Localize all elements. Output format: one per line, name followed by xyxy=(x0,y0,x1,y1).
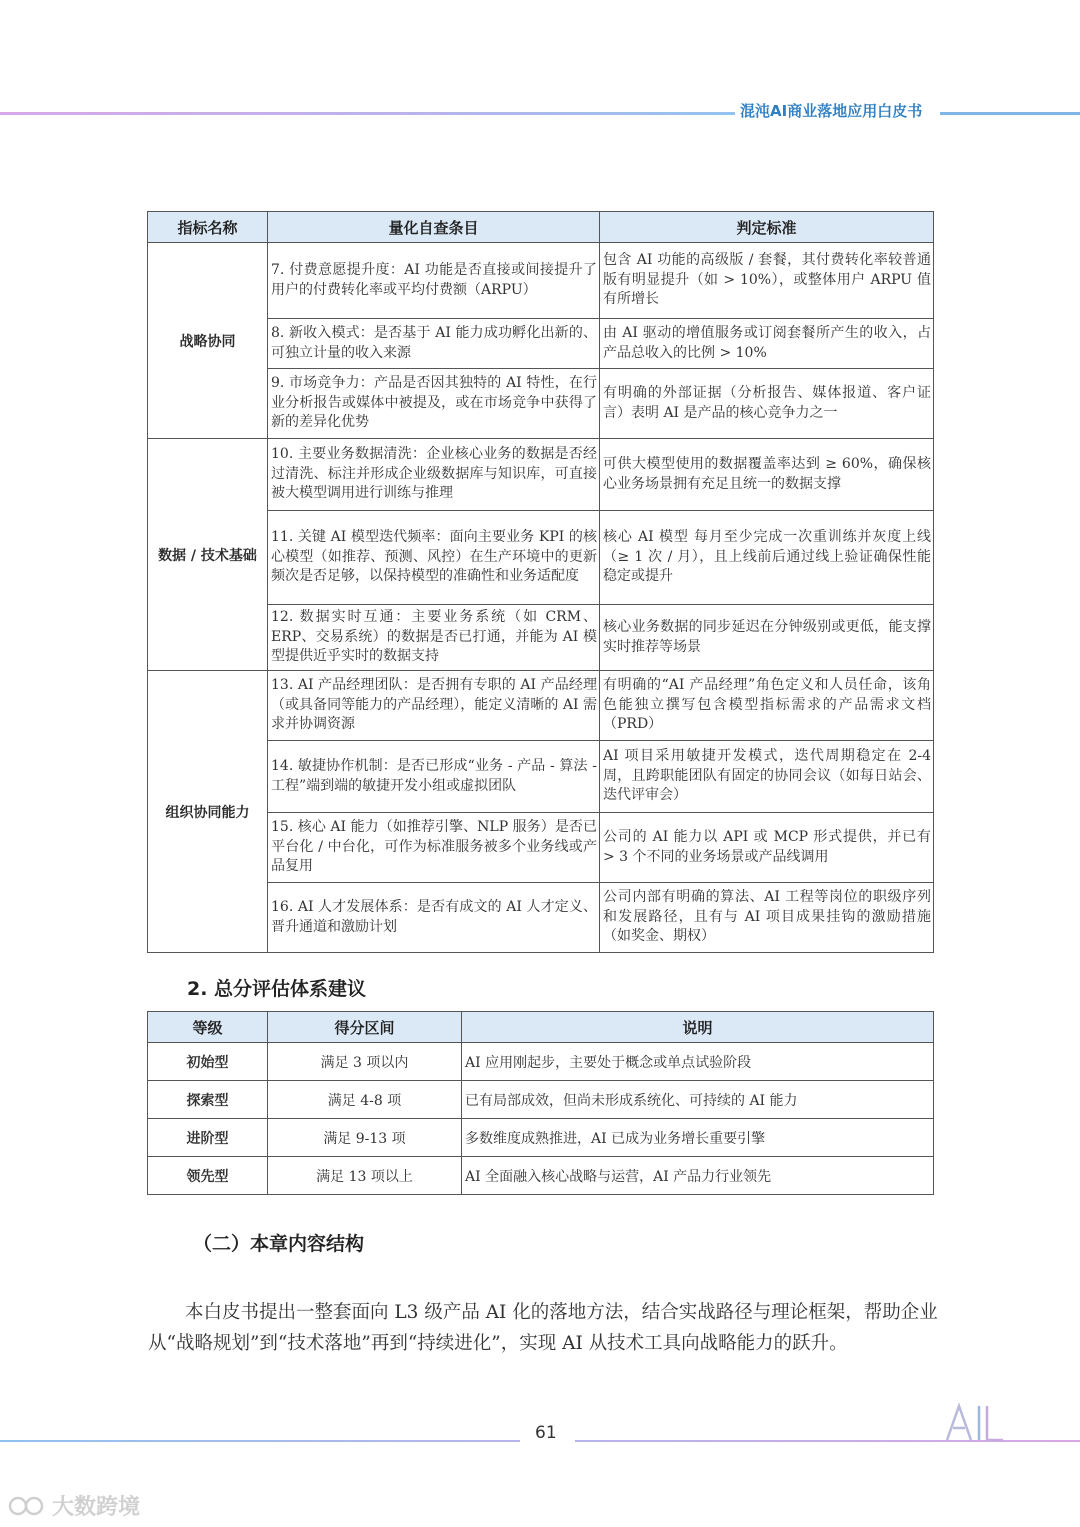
check-item-cell: 8. 新收入模式：是否基于 AI 能力成功孵化出新的、可独立计量的收入来源 xyxy=(268,319,600,369)
description-cell: AI 全面融入核心战略与运营，AI 产品力行业领先 xyxy=(462,1157,934,1195)
watermark-text: 大数跨境 xyxy=(52,1495,141,1520)
table-row xyxy=(148,1043,934,1081)
criteria-cell: 公司的 AI 能力以 API 或 MCP 形式提供，并已有 > 3 个不同的业务场景或产品线调用 xyxy=(600,813,934,883)
column-header-indicator: 指标名称 xyxy=(148,212,268,243)
criteria-cell: 公司内部有明确的算法、AI 工程等岗位的职级序列和发展路径，且有与 AI 项目成果挂钩的激励措施（如奖金、期权） xyxy=(600,883,934,953)
criteria-cell: 核心 AI 模型 每月至少完成一次重训练并灰度上线（≥ 1 次 / 月），且上线前后通过线上验证确保性能稳定或提升 xyxy=(600,511,934,605)
category-cell: 数据 / 技术基础 xyxy=(148,439,268,671)
category-cell: 组织协同能力 xyxy=(148,671,268,953)
ai-logo-icon xyxy=(945,1402,1005,1442)
indicator-table xyxy=(147,211,934,953)
check-item-cell: 12. 数据实时互通：主要业务系统（如 CRM、ERP、交易系统）的数据是否已打通，并能为 AI 模型提供近乎实时的数据支持 xyxy=(268,605,600,671)
header-rule-left xyxy=(0,112,735,115)
chapter-paragraph: 本白皮书提出一整套面向 L3 级产品 AI 化的落地方法，结合实战路径与理论框架，帮助企业从“战略规划”到“技术落地”再到“持续进化”，实现 AI 从技术工具向战略能力的跃升。 xyxy=(148,1301,938,1354)
criteria-cell: 有明确的“AI 产品经理”角色定义和人员任命，该角色能独立撰写包含模型指标需求的产品需求文档（PRD） xyxy=(600,671,934,741)
check-item-cell: 14. 敏捷协作机制：是否已形成“业务 - 产品 - 算法 - 工程”端到端的敏捷开发小组或虚拟团队 xyxy=(268,741,600,813)
score-table xyxy=(147,1011,934,1195)
range-cell: 满足 3 项以内 xyxy=(268,1043,462,1081)
description-cell: 已有局部成效，但尚未形成系统化、可持续的 AI 能力 xyxy=(462,1081,934,1119)
table-row xyxy=(148,439,934,511)
table-row xyxy=(148,1119,934,1157)
check-item-cell: 10. 主要业务数据清洗：企业核心业务的数据是否经过清洗、标注并形成企业级数据库与知识库，可直接被大模型调用进行训练与推理 xyxy=(268,439,600,511)
score-section-heading: 2. 总分评估体系建议 xyxy=(187,978,367,1000)
criteria-cell: 可供大模型使用的数据覆盖率达到 ≥ 60%，确保核心业务场景拥有充足且统一的数据支撑 xyxy=(600,439,934,511)
column-header-description: 说明 xyxy=(462,1012,934,1043)
table-row xyxy=(148,1081,934,1119)
column-header-criteria: 判定标准 xyxy=(600,212,934,243)
criteria-cell: 包含 AI 功能的高级版 / 套餐，其付费转化率较普通版有明显提升（如 > 10%），或整体用户 ARPU 值有所增长 xyxy=(600,243,934,319)
range-cell: 满足 13 项以上 xyxy=(268,1157,462,1195)
category-cell: 战略协同 xyxy=(148,243,268,439)
table-header-row xyxy=(148,212,934,243)
running-header-title: 混沌AI商业落地应用白皮书 xyxy=(740,102,923,120)
chapter-heading: （二）本章内容结构 xyxy=(193,1233,365,1255)
range-cell: 满足 9-13 项 xyxy=(268,1119,462,1157)
criteria-cell: 核心业务数据的同步延迟在分钟级别或更低，能支撑实时推荐等场景 xyxy=(600,605,934,671)
check-item-cell: 11. 关键 AI 模型迭代频率：面向主要业务 KPI 的核心模型（如推荐、预测、风控）在生产环境中的更新频次是否足够，以保持模型的准确性和业务适配度 xyxy=(268,511,600,605)
table-row xyxy=(148,671,934,741)
check-item-cell: 9. 市场竞争力：产品是否因其独特的 AI 特性，在行业分析报告或媒体中被提及，或在市场竞争中获得了新的差异化优势 xyxy=(268,369,600,439)
table-row xyxy=(148,243,934,319)
check-item-cell: 15. 核心 AI 能力（如推荐引擎、NLP 服务）是否已平台化 / 中台化，可作为标准服务被多个业务线或产品复用 xyxy=(268,813,600,883)
level-cell: 探索型 xyxy=(148,1081,268,1119)
footer-rule-left xyxy=(0,1440,520,1442)
check-item-cell: 16. AI 人才发展体系：是否有成文的 AI 人才定义、晋升通道和激励计划 xyxy=(268,883,600,953)
table-row xyxy=(148,1157,934,1195)
watermark xyxy=(8,1490,140,1521)
watermark-logo-icon xyxy=(8,1495,48,1517)
header-rule-right xyxy=(940,112,1080,115)
description-cell: AI 应用刚起步，主要处于概念或单点试验阶段 xyxy=(462,1043,934,1081)
check-item-cell: 7. 付费意愿提升度：AI 功能是否直接或间接提升了用户的付费转化率或平均付费额（ARPU） xyxy=(268,243,600,319)
column-header-check-item: 量化自查条目 xyxy=(268,212,600,243)
description-cell: 多数维度成熟推进，AI 已成为业务增长重要引擎 xyxy=(462,1119,934,1157)
criteria-cell: AI 项目采用敏捷开发模式，迭代周期稳定在 2-4 周，且跨职能团队有固定的协同会议（如每日站会、迭代评审会） xyxy=(600,741,934,813)
level-cell: 进阶型 xyxy=(148,1119,268,1157)
level-cell: 初始型 xyxy=(148,1043,268,1081)
range-cell: 满足 4-8 项 xyxy=(268,1081,462,1119)
check-item-cell: 13. AI 产品经理团队：是否拥有专职的 AI 产品经理（或具备同等能力的产品经理），能定义清晰的 AI 需求并协调资源 xyxy=(268,671,600,741)
column-header-score-range: 得分区间 xyxy=(268,1012,462,1043)
level-cell: 领先型 xyxy=(148,1157,268,1195)
table-header-row xyxy=(148,1012,934,1043)
column-header-level: 等级 xyxy=(148,1012,268,1043)
criteria-cell: 由 AI 驱动的增值服务或订阅套餐所产生的收入，占产品总收入的比例 > 10% xyxy=(600,319,934,369)
criteria-cell: 有明确的外部证据（分析报告、媒体报道、客户证言）表明 AI 是产品的核心竞争力之一 xyxy=(600,369,934,439)
page-number: 61 xyxy=(535,1423,557,1443)
